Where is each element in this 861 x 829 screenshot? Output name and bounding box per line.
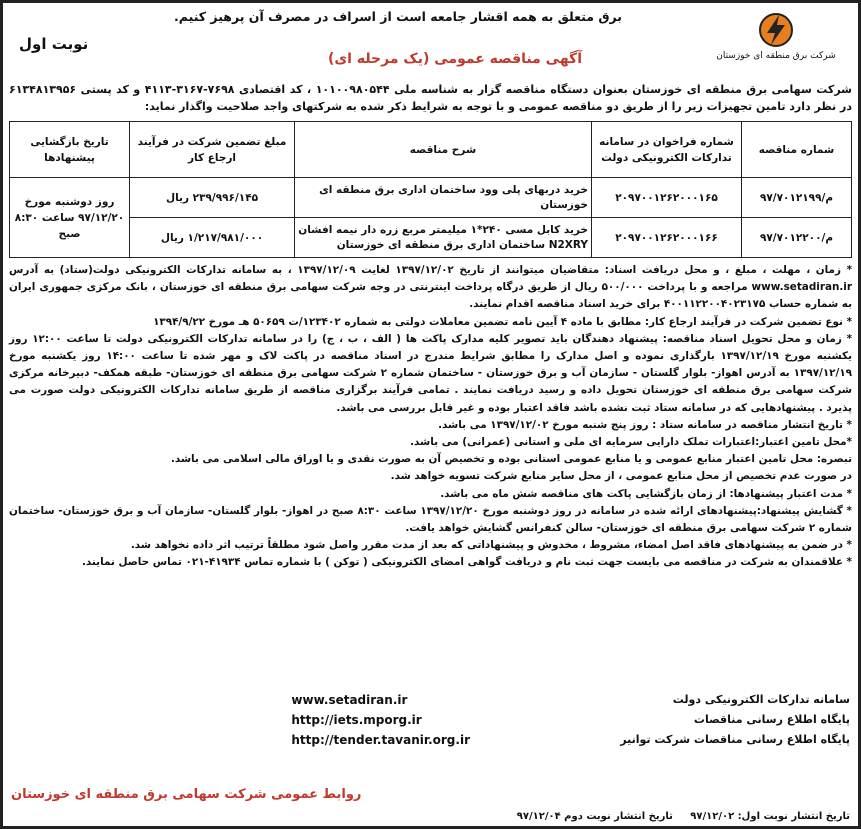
guarantee-amount: ۲۳۹/۹۹۶/۱۴۵ ریال <box>130 178 295 218</box>
site-name: پایگاه اطلاع رسانی مناقصات <box>693 713 850 726</box>
slogan: برق متعلق به همه اقشار جامعه است از اسراف در مصرف آن پرهیز کنیم. <box>174 9 622 24</box>
second-publication-date: تاریخ انتشار نوبت دوم ۹۷/۱۲/۰۴ <box>516 811 673 822</box>
public-relations: روابط عمومی شرکت سهامی برق منطقه ای خوزستان <box>11 787 362 802</box>
site-names <box>620 690 850 750</box>
condition-item: * زمان و محل تحویل اسناد مناقصه: پیشنهاد دهندگان باید تصویر کلیه مدارک پاکت ها ( الف ، ب ، ج) را در سامانه تدارکات الکترونیکی دولت تا ساعت ۱۲:۰۰ روز یکشنبه مورخ ۱۳۹۷/۱۲/۱۹ بارگذاری نموده و اصل مدارک را مطابق شرایط مندرج در اسناد مناقصه در پاکت لاک و مهر شده تا ساعت ۱۴:۰۰ روز یکشنبه مورخ ۱۳۹۷/۱۲/۱۹ به آدرس اهواز- بلوار گلستان - سازمان آب و برق خوزستان - ساختمان شماره ۲ شرکت سهامی برق منطقه ای خوزستان- طبقه همکف- دبیرخانه مرکزی شرکت سهامی برق منطقه ای خوزستان تحویل داده و رسید دریافت نمایند . تمامی فرآیند برگزاری مناقصه از طریق سامانه تدارکات الکترونیکی دولت صورت می پذیرد . پیشنهادهایی که در سامانه ستاد ثبت نشده باشد فاقد اعتبار بوده و غیر قابل بررسی می باشد. <box>9 332 852 414</box>
tender-table <box>9 121 852 258</box>
site-url[interactable]: http://iets.mporg.ir <box>291 713 422 727</box>
tender-description: خرید دربهای پلی وود ساختمان اداری برق منطقه ای خوزستان <box>295 178 592 218</box>
notice-header <box>9 7 852 79</box>
table-row <box>10 178 852 218</box>
notice-footer <box>11 690 850 822</box>
lightning-logo-icon <box>753 11 799 49</box>
conditions-list <box>9 262 852 572</box>
condition-item: * زمان ، مهلت ، مبلغ ، و محل دریافت اسناد: متقاضیان میتوانند از تاریخ ۱۳۹۷/۱۲/۰۲ لغایت ۱۳۹۷/۱۲/۰۹ ، به سامانه تدارکات الکترونیکی دولت(ستاد) به آدرس www.setadiran.ir مراجعه و با پرداخت ۵۰۰/۰۰۰ ریال از طریق درگاه پرداخت اینترنتی در وجه شرکت سهامی برق منطقه ای خوزستان ، بانک مرکزی جمهوری ایران به شماره حساب ۴۰۰۱۱۲۲۰۰۴۰۲۳۱۷۵ برای خرید اسناد مناقصه اقدام نمایند. <box>9 264 853 311</box>
condition-item: * مدت اعتبار پیشنهادها: از زمان بازگشایی پاکت های مناقصه شش ماه می باشد. <box>440 487 852 500</box>
tender-number: م/۹۷/۷۰۱۲۲۰۰ <box>742 218 852 258</box>
site-urls <box>291 690 470 750</box>
header-setad: شماره فراخوان در سامانه تدارکات الکترونیکی دولت <box>592 122 742 178</box>
condition-item: * در ضمن به پیشنهادهای فاقد اصل امضاء، مشروط ، مخدوش و پیشنهاداتی که بعد از مدت مقرر واصل شود مطلقاً ترتیب اثر داده نخواهد شد. <box>130 539 852 552</box>
site-url[interactable]: www.setadiran.ir <box>291 693 408 707</box>
company-logo <box>706 11 846 61</box>
header-guarantee: مبلغ تضمین شرکت در فرآیند ارجاع کار <box>130 122 295 178</box>
notice-title: آگهی مناقصه عمومی (یک مرحله ای) <box>327 51 582 67</box>
condition-item: * علاقمندان به شرکت در مناقصه می بایست جهت ثبت نام و دریافت گواهی امضای الکترونیکی ( توکن ) با شماره تماس ۴۱۹۳۴-۰۲۱ تماس حاصل نمایند. <box>81 556 852 569</box>
guarantee-amount: ۱/۲۱۷/۹۸۱/۰۰۰ ریال <box>130 218 295 258</box>
logo-caption: شرکت برق منطقه ای خوزستان <box>716 51 836 61</box>
opening-date: روز دوشنبه مورخ ۹۷/۱۲/۲۰ ساعت ۸:۳۰ صبح <box>10 178 130 258</box>
setad-number: ۲۰۹۷۰۰۱۲۶۲۰۰۰۱۶۵ <box>592 178 742 218</box>
condition-item: * تاریخ انتشار مناقصه در سامانه ستاد : روز پنج شنبه مورخ ۱۳۹۷/۱۲/۰۲ می باشد. <box>438 418 852 431</box>
condition-item: * نوع تضمین شرکت در فرآیند ارجاع کار: مطابق با ماده ۴ آیین نامه تضمین معاملات دولتی به شماره ۱۲۳۴۰۲/ت ۵۰۶۵۹ هـ مورخ ۱۳۹۴/۹/۲۲ <box>153 315 852 328</box>
header-number: شماره مناقصه <box>742 122 852 178</box>
condition-item: در صورت عدم تخصیص از محل منابع عمومی ، از محل سایر منابع شرکت تسویه خواهد شد. <box>390 470 852 483</box>
intro-paragraph: شرکت سهامی برق منطقه ای خوزستان بعنوان دستگاه مناقصه گزار به شناسه ملی ۱۰۱۰۰۹۸۰۵۴۴ ، کد اقتصادی ۷۶۹۸-۳۱۶۷-۴۱۱۳ و کد پستی ۶۱۳۴۸۱۳۹۵۶ در نظر دارد تامین تجهیزات زیر را از طریق دو مناقصه عمومی و با توجه به شرایط ذکر شده به شرکتهای واجد صلاحیت واگذار نماید: <box>9 83 852 113</box>
tender-description: خرید کابل مسی ۲۴۰*۱ میلیمتر مربع زره دار نیمه افشان N2XRY ساختمان اداری برق منطقه ای خوزستان <box>295 218 592 258</box>
header-opening: تاریخ بازگشایی پیشنهادها <box>10 122 130 178</box>
publication-round: نوبت اول <box>19 35 89 53</box>
publication-dates <box>517 811 850 822</box>
site-url[interactable]: http://tender.tavanir.org.ir <box>291 733 470 747</box>
header-description: شرح مناقصه <box>295 122 592 178</box>
condition-item: *محل تامین اعتبار:اعتبارات تملک دارایی سرمایه ای ملی و استانی (عمرانی) می باشد. <box>410 436 852 449</box>
condition-item: * گشایش پیشنهاد:پیشنهادهای ارائه شده در سامانه در روز دوشنبه مورخ ۱۳۹۷/۱۲/۲۰ ساعت ۸:۳۰ صبح در اهواز- بلوار گلستان- سازمان آب و برق خوزستان- ساختمان شماره ۲ شرکت سهامی برق منطقه ای خوزستان- سالن کنفرانس گشایش خواهد یافت. <box>9 504 852 535</box>
condition-item: تبصره: محل تامین اعتبار منابع عمومی و یا منابع عمومی استانی بوده و تخصیص آن به صورت نقدی و یا اوراق مالی اسلامی می باشد. <box>170 453 852 466</box>
site-name: پایگاه اطلاع رسانی مناقصات شرکت توانیر <box>620 733 850 746</box>
first-publication-date: تاریخ انتشار نوبت اول: ۹۷/۱۲/۰۲ <box>690 811 850 822</box>
site-name: سامانه تدارکات الکترونیکی دولت <box>672 693 850 706</box>
table-row <box>10 218 852 258</box>
tender-number: م/۹۷/۷۰۱۲۱۹۹ <box>742 178 852 218</box>
setad-number: ۲۰۹۷۰۰۱۲۶۲۰۰۰۱۶۶ <box>592 218 742 258</box>
